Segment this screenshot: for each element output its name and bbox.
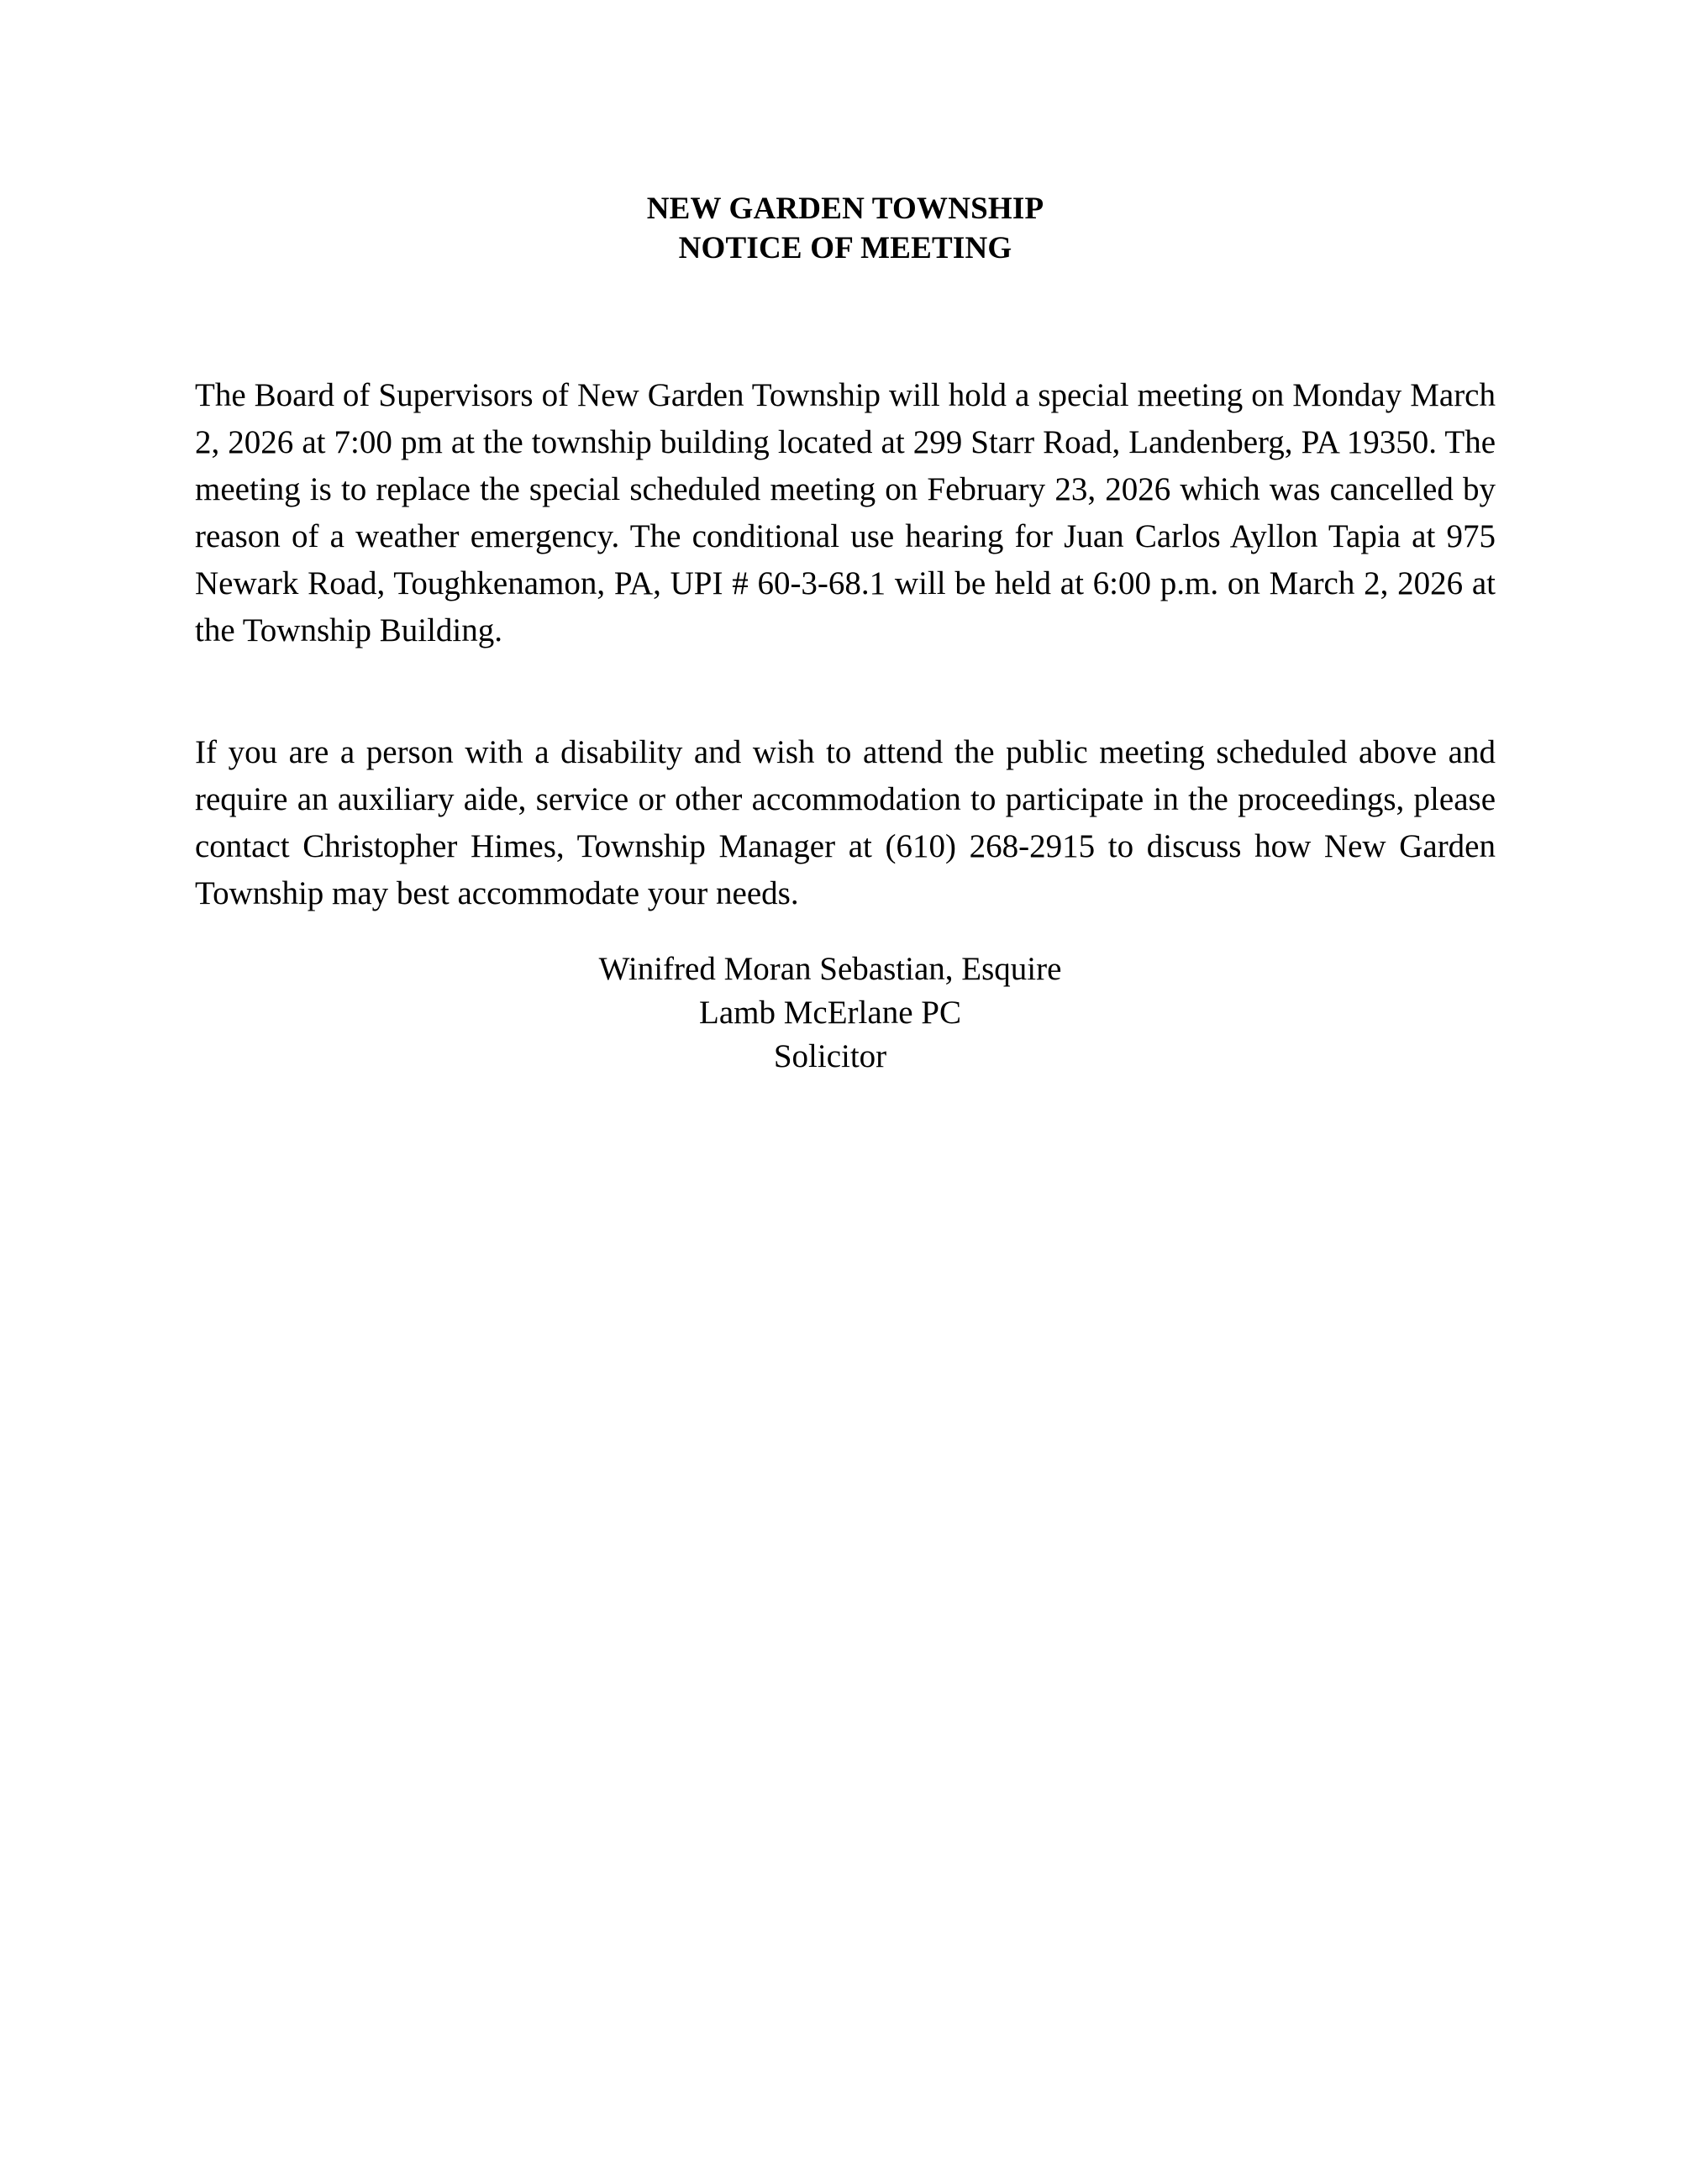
page-subtitle: NOTICE OF MEETING [678, 231, 1012, 265]
notice-body-paragraph-2 [195, 729, 1496, 917]
page-title: NEW GARDEN TOWNSHIP [646, 192, 1044, 226]
signature-firm: Lamb McErlane PC [699, 995, 961, 1031]
signature-block [180, 948, 1480, 1079]
signature-name: Winifred Moran Sebastian, Esquire [598, 951, 1062, 987]
notice-body-paragraph-1 [195, 372, 1496, 654]
signature-role: Solicitor [773, 1038, 887, 1074]
document-header [195, 189, 1496, 268]
paragraph-text: The Board of Supervisors of New Garden Township will hold a special meeting on Monday March 2, 2026 at 7:00 pm at the township building located at 299 Starr Road, Landenberg, PA 19350. The meeting is to replace the special scheduled meeting on February 23, 2026 which was cancelled by reason of a weather emergency. The conditional use hearing for Juan Carlos Ayllon Tapia at 975 Newark Road, Toughkenamon, PA, UPI # 60-3-68.1 will be held at 6:00 p.m. on March 2, 2026 at the Township Building. [195, 377, 1496, 648]
paragraph-text: If you are a person with a disability and wish to attend the public meeting scheduled above and require an auxiliary aide, service or other accommodation to participate in the proceedings, please contact Christopher Himes, Township Manager at (610) 268-2915 to discuss how New Garden Township may best accommodate your needs. [195, 734, 1496, 911]
